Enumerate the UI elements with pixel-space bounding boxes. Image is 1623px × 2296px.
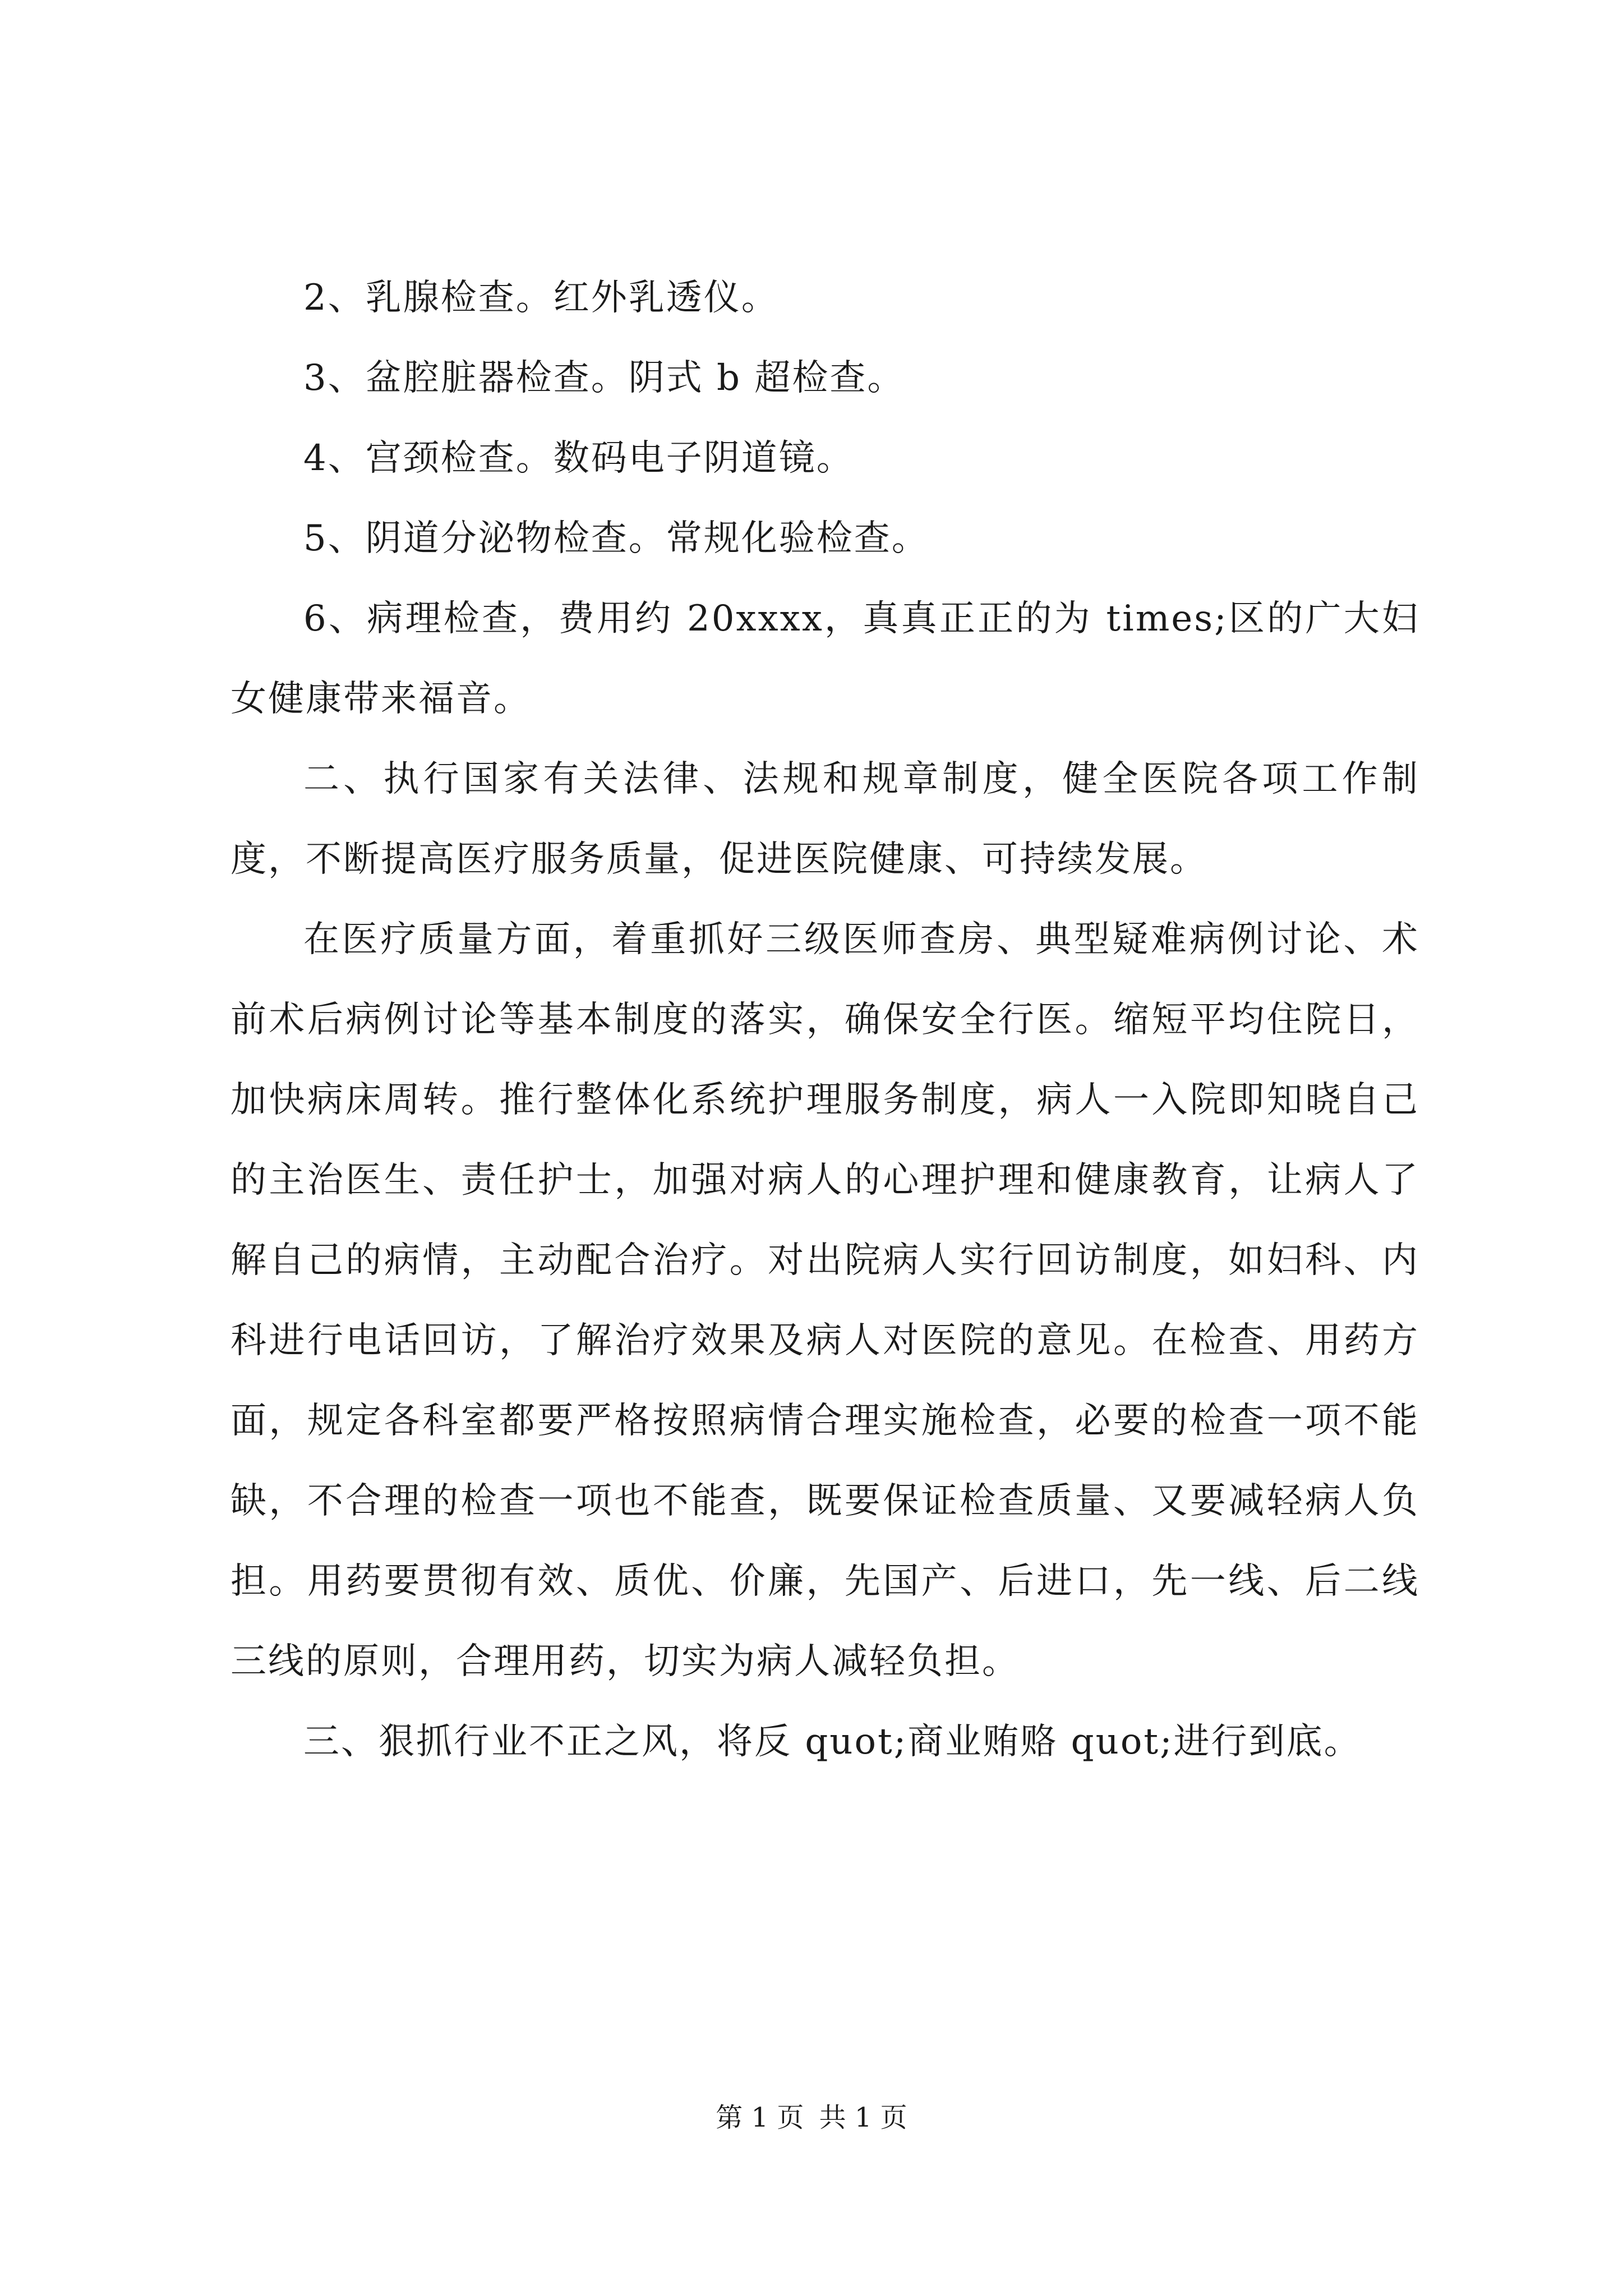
paragraph-item-2: 2、乳腺检查。红外乳透仪。 (303, 277, 779, 319)
paragraph-item-3: 3、盆腔脏器检查。阴式 b 超检查。 (303, 357, 905, 399)
paragraph-medical-quality: 在医疗质量方面，着重抓好三级医师查房、典型疑难病例讨论、术前术后病例讨论等基本制度的落实，确保安全行医。缩短平均住院日，加快病床周转。推行整体化系统护理服务制度，病人一入院即知晓自己的主治医生、责任护士，加强对病人的心理护理和健康教育，让病人了解自己的病情，主动配合治疗。对出院病人实行回访制度，如妇科、内科进行电话回访，了解治疗效果及病人对医院的意见。在检查、用药方面，规定各科室都要严格按照病情合理实施检查，必要的检查一项不能缺，不合理的检查一项也不能查，既要保证检查质量、又要减轻病人负担。用药要贯彻有效、质优、价廉，先国产、后进口，先一线、后二线三线的原则，合理用药，切实为病人减轻负担。 (230, 919, 1419, 1682)
page-number-total: 共 1 页 (819, 2102, 907, 2133)
page-number-current: 第 1 页 (716, 2102, 804, 2133)
document-body (230, 258, 1419, 1782)
paragraph-item-5: 5、阴道分泌物检查。常规化验检查。 (303, 518, 929, 559)
paragraph-item-6: 6、病理检查，费用约 20xxxx，真真正正的为 times;区的广大妇女健康带来福音。 (230, 598, 1419, 720)
paragraph-section-2: 二、执行国家有关法律、法规和规章制度，健全医院各项工作制度，不断提高医疗服务质量，促进医院健康、可持续发展。 (230, 758, 1419, 880)
page-footer (0, 2101, 1623, 2134)
paragraph-section-3: 三、狠抓行业不正之风，将反 quot;商业贿赂 quot;进行到底。 (303, 1721, 1362, 1763)
paragraph-item-4: 4、宫颈检查。数码电子阴道镜。 (303, 438, 854, 479)
